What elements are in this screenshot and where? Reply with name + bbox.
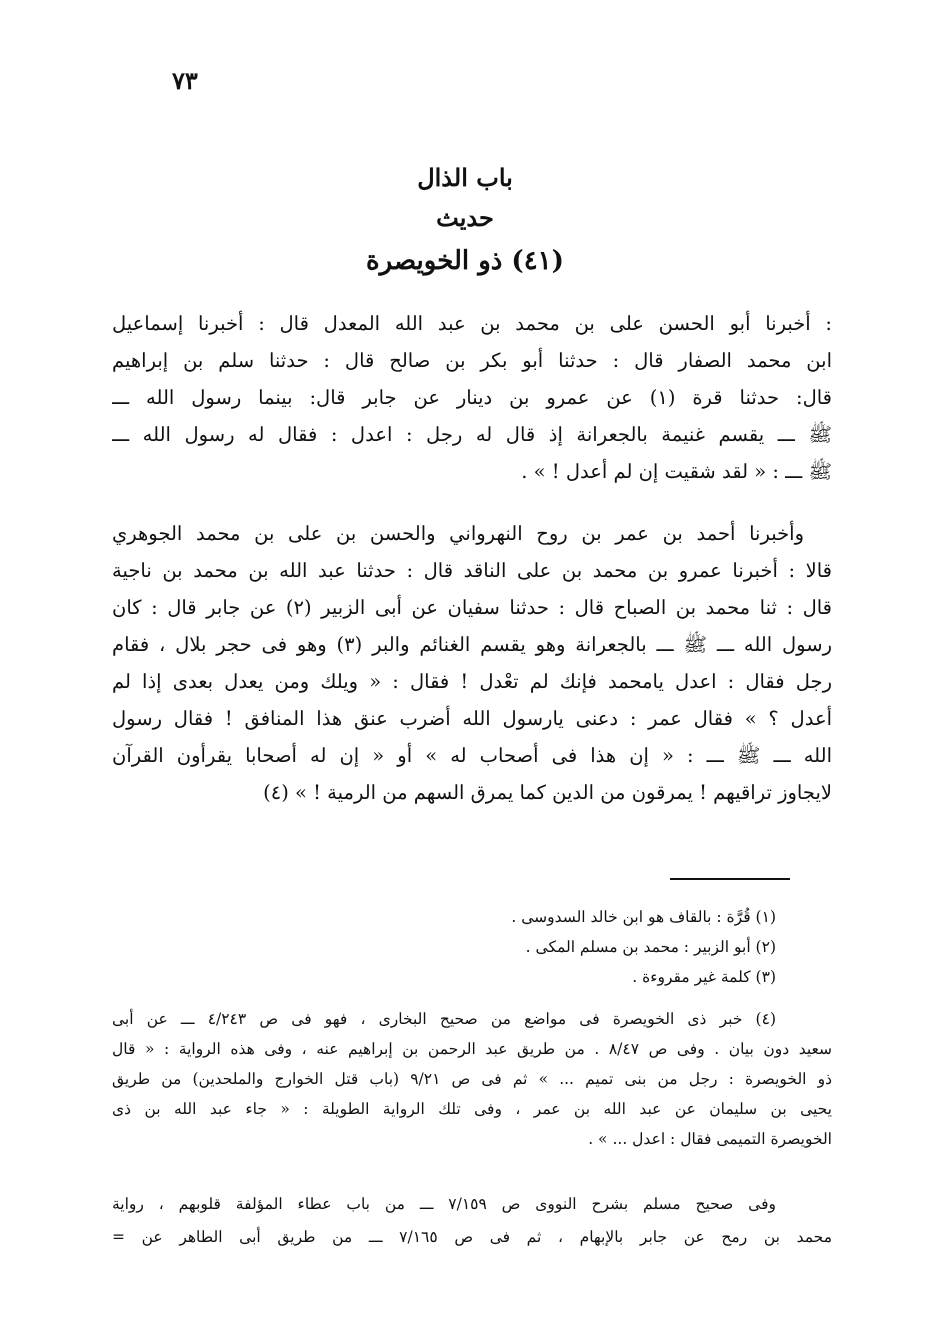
footnote-line: الخويصرة التميمى فقال : اعدل ... » . — [588, 1130, 832, 1148]
text-line: وأخبرنا أحمد بن عمر بن روح النهرواني والحسن بن على بن محمد الجوهري — [112, 522, 804, 545]
text-line: رجل فقال : اعدل يامحمد فإنك لم تعْدل ! فقال : « ويلك ومن يعدل بعدى إذا لم — [112, 670, 832, 693]
text-line: قالا : أخبرنا عمرو بن محمد بن على الناقد قال : حدثنا عبد الله بن محمد بن ناجية — [112, 559, 832, 582]
footnote-4 — [112, 1004, 832, 1154]
footnote-3: (٣) كلمة غير مقروءة . — [632, 968, 776, 986]
footnote-4-continued — [112, 1188, 832, 1254]
chapter-heading: باب الذال — [417, 163, 513, 192]
text-line: ﷺ ـــ يقسم غنيمة بالجعرانة إذ قال له رجل : اعدل : فقال له رسول الله ـــ — [112, 423, 832, 446]
paragraph-2 — [112, 515, 832, 811]
footnote-line: سعيد دون بيان . وفى ص ٨/٤٧ . من طريق عبد الرحمن بن إبراهيم عنه ، وفى هذه الرواية : « قال — [112, 1040, 832, 1058]
page-number: ٧٣ — [172, 66, 198, 95]
text-line: الله ـــ ﷺ ـــ : « إن هذا فى أصحاب له » أو « إن له أصحابا يقرأون القرآن — [112, 744, 832, 767]
footnote-divider — [670, 878, 790, 880]
footnote-line: وفى صحيح مسلم بشرح النووى ص ٧/١٥٩ ـــ من باب عطاء المؤلفة قلوبهم ، رواية — [112, 1195, 776, 1213]
footnotes-short — [112, 902, 832, 992]
text-line: ﷺ ـــ : « لقد شقيت إن لم أعدل ! » . — [521, 460, 832, 483]
text-line: قال: حدثنا قرة (١) عن عمرو بن دينار عن جابر قال: بينما رسول الله ـــ — [112, 386, 832, 409]
text-line: ابن محمد الصفار قال : حدثنا أبو بكر بن صالح قال : حدثنا سلم بن إبراهيم — [112, 349, 832, 372]
footnote-1: (١) قُرَّة : بالقاف هو ابن خالد السدوسى . — [511, 908, 776, 926]
headings — [0, 158, 930, 284]
text-line: قال : ثنا محمد بن الصباح قال : حدثنا سفيان عن أبى الزبير (٢) عن جابر قال : كان — [112, 596, 832, 619]
footnote-line: ذو الخويصرة : رجل من بنى تميم ... » ثم فى ص ٩/٢١ (باب قتل الخوارج والملحدين) من طريق — [112, 1070, 832, 1088]
footnote-line: يحيى بن سليمان عن عبد الله بن عمر ، وفى تلك الرواية الطويلة : « جاء عبد الله بن ذى — [112, 1100, 832, 1118]
paragraph-1 — [112, 305, 832, 490]
footnote-line: (٤) خبر ذى الخويصرة فى مواضع من صحيح البخارى ، فهو فى ص ٤/٢٤٣ ـــ عن أبى — [112, 1010, 776, 1028]
text-line: رسول الله ـــ ﷺ ـــ بالجعرانة وهو يقسم الغنائم والبر (٣) وهو فى حجر بلال ، فقام — [112, 633, 832, 656]
text-line: لايجاوز تراقيهم ! يمرقون من الدين كما يمرق السهم من الرمية ! » (٤) — [263, 781, 832, 804]
entry-heading: (٤١) ذو الخويصرة — [366, 246, 564, 276]
text-line: : أخبرنا أبو الحسن على بن محمد بن عبد الله المعدل قال : أخبرنا إسماعيل — [112, 312, 832, 335]
text-line: أعدل ؟ » فقال عمر : دعنى يارسول الله أضرب عنق هذا المنافق ! فقال رسول — [112, 707, 832, 730]
footnote-line: محمد بن رمح عن جابر بالإبهام ، ثم فى ص ٧/١٦٥ ـــ من طريق أبى الطاهر عن = — [112, 1228, 832, 1246]
footnote-2: (٢) أبو الزبير : محمد بن مسلم المكى . — [525, 938, 776, 956]
section-heading: حديث — [436, 203, 494, 232]
